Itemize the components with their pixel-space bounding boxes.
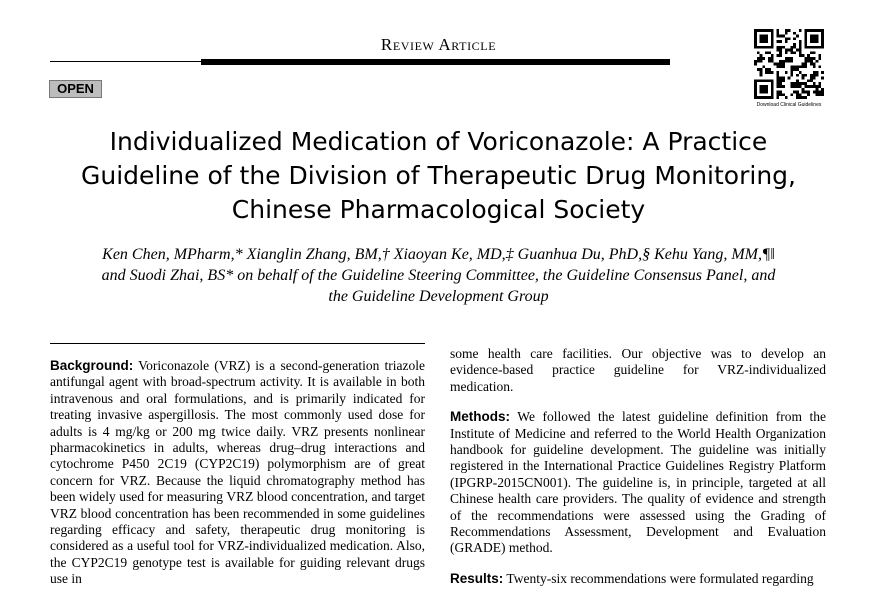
article-title: [20, 125, 857, 227]
title-line: Guideline of the Division of Therapeutic Drug Monitoring,: [81, 161, 796, 190]
title-line: Chinese Pharmacological Society: [231, 195, 646, 224]
qr-code-block[interactable]: [752, 29, 826, 108]
abstract-methods: [450, 409, 826, 557]
qr-caption: Download Clinical Guidelines: [756, 102, 822, 108]
author-line: and Suodi Zhai, BS* on behalf of the Guideline Steering Committee, the Guideline Consensus Panel, and: [101, 267, 776, 284]
open-access-badge: OPEN: [49, 80, 102, 98]
background-heading: Background:: [50, 358, 134, 373]
results-heading: Results:: [450, 570, 504, 586]
background-text: Voriconazole (VRZ) is a second-generation triazole antifungal agent with broad-spectrum activity. It is available in both intravenous and oral formulations, and is primarily indicated for treating invasive aspergillosis. The most commonly used dose for adults is 4 mg/kg or 200 mg twice daily. VRZ presents nonlinear pharmacokinetics in adults, whereas drug–drug interactions and cytochrome P450 2C19 (CYP2C19) polymorphism are of great concern for VRZ. Because the liquid chromatography method has been widely used for measuring VRZ blood concentration, and target VRZ blood concentration has been recommended in some guidelines regarding efficacy and safety, therapeutic drug monitoring is considered as a useful tool for VRZ-individualized medication. Also, the CYP2C19 genotype test is available for guiding relevant drugs use in: [50, 358, 425, 587]
background-continued: some health care facilities. Our objective was to develop an evidence-based practice guideline for VRZ-individualized medication.: [450, 346, 826, 394]
methods-heading: Methods:: [450, 409, 510, 425]
methods-text: We followed the latest guideline definition from the Institute of Medicine and referred to the World Health Organization handbook for guideline development. The guideline was initially registered in the International Practice Guidelines Registry Platform (IPGRP-2015CN001). The guideline is, in principle, targeted at all Chinese health care providers. The quality of evidence and strength of the recommendations were assessed using the Grading of Recommendations Assessment, Development and Evaluation (GRADE) method.: [450, 409, 826, 556]
abstract-column-left: [50, 343, 425, 588]
abstract-column-right: [450, 346, 826, 601]
section-label: Review Article: [380, 35, 497, 54]
abstract-results: [450, 571, 826, 587]
author-line: the Guideline Development Group: [328, 288, 549, 305]
qr-code-icon[interactable]: [754, 29, 824, 99]
abstract-background: [50, 358, 425, 588]
title-line: Individualized Medication of Voriconazole: A Practice: [109, 127, 768, 156]
author-list: [30, 244, 847, 307]
header-rule-thick: [201, 59, 670, 65]
author-line: Ken Chen, MPharm,* Xianglin Zhang, BM,† Xiaoyan Ke, MD,‡ Guanhua Du, PhD,§ Kehu Yang, MM,¶‖: [102, 246, 775, 263]
results-text: Twenty-six recommendations were formulated regarding: [506, 570, 814, 586]
